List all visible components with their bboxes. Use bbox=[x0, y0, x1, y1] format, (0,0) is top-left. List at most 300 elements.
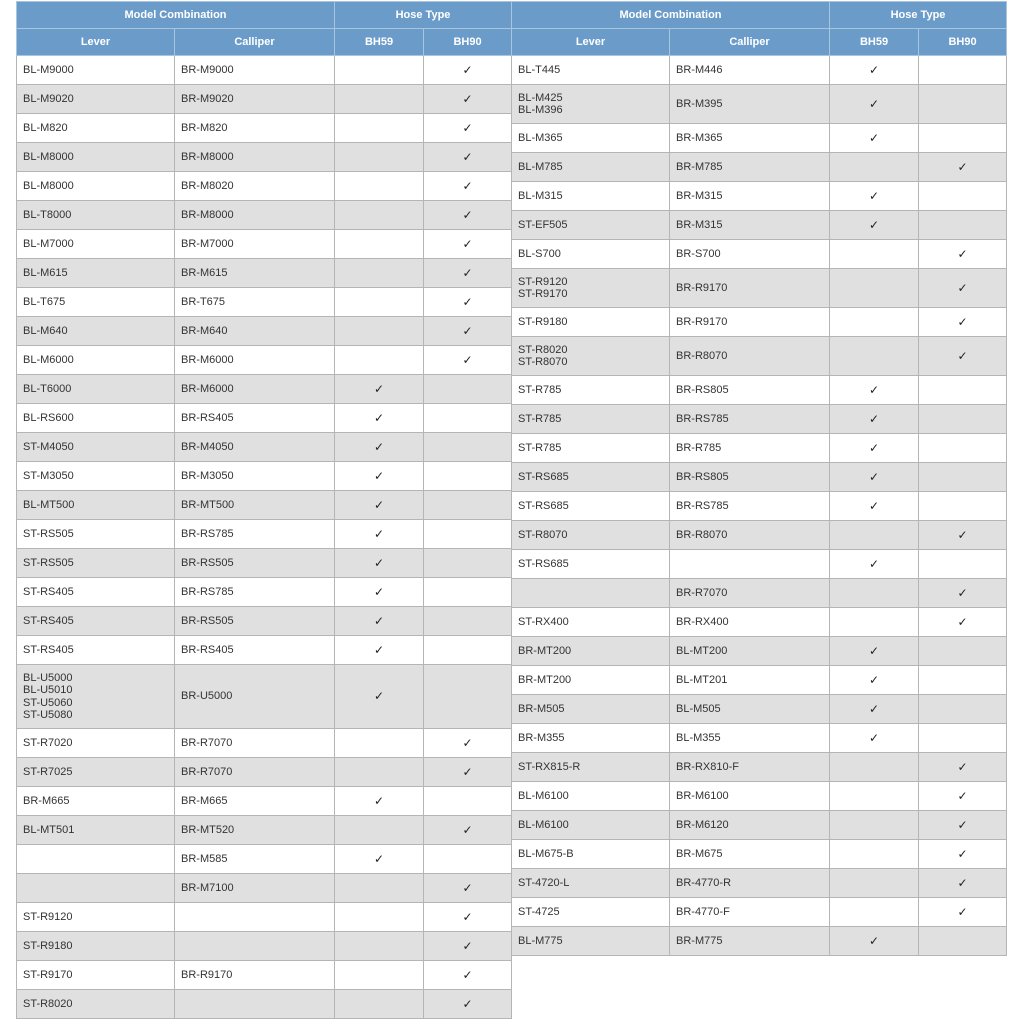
calliper-cell bbox=[175, 114, 335, 143]
table-body-right bbox=[512, 56, 1007, 956]
lever-cell bbox=[512, 927, 670, 956]
calliper-model-name: BR-R7070 bbox=[676, 586, 728, 599]
table-row bbox=[512, 782, 1007, 811]
calliper-cell bbox=[670, 927, 830, 956]
table-row bbox=[512, 898, 1007, 927]
bh59-cell bbox=[335, 903, 424, 932]
table-row bbox=[512, 637, 1007, 666]
lever-model-name: ST-R7020 bbox=[23, 736, 73, 749]
bh90-column-header: BH90 bbox=[919, 29, 1007, 56]
bh90-cell bbox=[919, 56, 1007, 85]
bh59-cell bbox=[335, 317, 424, 346]
lever-model-name: ST-R9170 bbox=[23, 968, 73, 981]
bh59-cell bbox=[830, 56, 919, 85]
lever-cell bbox=[17, 816, 175, 845]
lever-cell bbox=[17, 520, 175, 549]
bh90-cell bbox=[424, 433, 512, 462]
calliper-cell bbox=[175, 56, 335, 85]
lever-model-name: BL-M425 bbox=[518, 91, 563, 104]
lever-model-name: BL-M6100 bbox=[518, 818, 569, 831]
lever-model-name: BL-T445 bbox=[518, 63, 561, 76]
bh59-cell bbox=[335, 816, 424, 845]
table-row bbox=[512, 492, 1007, 521]
lever-cell bbox=[17, 665, 175, 729]
calliper-model-name: BR-RS505 bbox=[181, 556, 234, 569]
check-mark-icon: ✓ bbox=[868, 730, 880, 745]
lever-cell bbox=[17, 346, 175, 375]
bh59-cell bbox=[335, 520, 424, 549]
calliper-model-name: BR-RS785 bbox=[676, 499, 729, 512]
lever-model-name: ST-R9120 bbox=[518, 275, 568, 288]
bh90-cell bbox=[424, 787, 512, 816]
bh90-cell bbox=[424, 874, 512, 903]
calliper-model-name: BR-U5000 bbox=[181, 690, 233, 703]
lever-cell bbox=[17, 114, 175, 143]
table-row bbox=[512, 337, 1007, 376]
calliper-model-name: BR-M785 bbox=[676, 160, 723, 173]
check-mark-icon: ✓ bbox=[868, 556, 880, 571]
calliper-column-header: Calliper bbox=[175, 29, 335, 56]
check-mark-icon: ✓ bbox=[957, 875, 968, 890]
calliper-cell bbox=[175, 404, 335, 433]
bh59-cell bbox=[335, 114, 424, 143]
table-row bbox=[512, 608, 1007, 637]
calliper-cell bbox=[175, 874, 335, 903]
bh59-cell bbox=[830, 463, 919, 492]
bh59-cell bbox=[830, 927, 919, 956]
lever-cell bbox=[17, 607, 175, 636]
check-mark-icon: ✓ bbox=[462, 265, 473, 280]
table-row bbox=[512, 550, 1007, 579]
bh90-cell bbox=[424, 172, 512, 201]
calliper-cell bbox=[670, 211, 830, 240]
table-row bbox=[512, 182, 1007, 211]
bh90-cell bbox=[424, 201, 512, 230]
bh59-cell bbox=[830, 492, 919, 521]
calliper-cell bbox=[670, 269, 830, 308]
lever-model-name: ST-4720-L bbox=[518, 876, 570, 889]
calliper-model-name: BR-RX400 bbox=[676, 615, 729, 628]
table-row bbox=[512, 695, 1007, 724]
lever-cell bbox=[512, 579, 670, 608]
table-row bbox=[512, 811, 1007, 840]
bh90-cell bbox=[424, 903, 512, 932]
calliper-cell bbox=[670, 666, 830, 695]
bh90-cell bbox=[919, 308, 1007, 337]
bh90-cell bbox=[919, 405, 1007, 434]
bh59-cell bbox=[830, 521, 919, 550]
calliper-model-name: BR-R7070 bbox=[181, 765, 233, 778]
calliper-cell bbox=[175, 462, 335, 491]
calliper-model-name: BR-M315 bbox=[676, 189, 723, 202]
calliper-model-name: BL-MT201 bbox=[676, 673, 728, 686]
bh59-cell bbox=[830, 695, 919, 724]
calliper-model-name: BR-RS505 bbox=[181, 614, 234, 627]
lever-cell bbox=[17, 375, 175, 404]
bh90-cell bbox=[424, 607, 512, 636]
lever-model-name: ST-U5080 bbox=[23, 708, 73, 721]
bh59-cell bbox=[830, 753, 919, 782]
calliper-cell bbox=[175, 636, 335, 665]
lever-cell bbox=[17, 990, 175, 1019]
table-row bbox=[17, 874, 512, 903]
calliper-cell bbox=[175, 665, 335, 729]
bh90-cell bbox=[919, 376, 1007, 405]
calliper-model-name: BR-M820 bbox=[181, 121, 228, 134]
lever-cell bbox=[512, 337, 670, 376]
table-row bbox=[17, 114, 512, 143]
bh90-cell bbox=[919, 337, 1007, 376]
bh59-cell bbox=[830, 666, 919, 695]
lever-cell bbox=[512, 695, 670, 724]
check-mark-icon: ✓ bbox=[462, 880, 473, 895]
check-mark-icon: ✓ bbox=[868, 701, 880, 716]
calliper-model-name: BR-M615 bbox=[181, 266, 228, 279]
calliper-model-name: BR-RS785 bbox=[676, 412, 729, 425]
lever-model-name: BL-M396 bbox=[518, 104, 563, 116]
check-mark-icon: ✓ bbox=[868, 96, 880, 111]
lever-model-name: BL-M785 bbox=[518, 160, 563, 173]
lever-model-name: ST-R9180 bbox=[23, 939, 73, 952]
lever-cell bbox=[17, 932, 175, 961]
calliper-column-header: Calliper bbox=[670, 29, 830, 56]
bh59-cell bbox=[830, 308, 919, 337]
calliper-cell bbox=[670, 753, 830, 782]
calliper-model-name: BR-M6120 bbox=[676, 818, 729, 831]
calliper-model-name: BL-MT200 bbox=[676, 644, 728, 657]
lever-model-name: ST-RS405 bbox=[23, 643, 74, 656]
hose-type-header: Hose Type bbox=[830, 2, 1007, 29]
bh90-cell bbox=[919, 463, 1007, 492]
bh90-cell bbox=[424, 143, 512, 172]
calliper-model-name: BR-R7070 bbox=[181, 736, 233, 749]
lever-model-name: BL-M8000 bbox=[23, 150, 74, 163]
calliper-model-name: BR-R8070 bbox=[676, 528, 728, 541]
lever-model-name: BL-M640 bbox=[23, 324, 68, 337]
calliper-cell bbox=[670, 56, 830, 85]
calliper-model-name: BR-M675 bbox=[676, 847, 723, 860]
table-row bbox=[17, 607, 512, 636]
lever-model-name: ST-RX400 bbox=[518, 615, 569, 628]
lever-cell bbox=[512, 550, 670, 579]
lever-cell bbox=[512, 608, 670, 637]
lever-model-name: BL-U5010 bbox=[23, 684, 73, 697]
bh59-cell bbox=[335, 346, 424, 375]
lever-model-name: BL-U5000 bbox=[23, 671, 73, 684]
calliper-cell bbox=[175, 787, 335, 816]
bh90-cell bbox=[919, 753, 1007, 782]
lever-cell bbox=[17, 758, 175, 787]
lever-model-name: ST-RS685 bbox=[518, 499, 569, 512]
calliper-model-name: BR-RX810-F bbox=[676, 760, 739, 773]
bh59-cell bbox=[335, 201, 424, 230]
lever-model-name: ST-R8070 bbox=[518, 528, 568, 541]
calliper-cell bbox=[175, 932, 335, 961]
lever-cell bbox=[17, 259, 175, 288]
check-mark-icon: ✓ bbox=[462, 909, 473, 924]
check-mark-icon: ✓ bbox=[373, 410, 385, 425]
table-row bbox=[17, 288, 512, 317]
lever-model-name: ST-R8070 bbox=[518, 356, 568, 368]
bh90-cell bbox=[424, 56, 512, 85]
lever-model-name: BL-M365 bbox=[518, 131, 563, 144]
calliper-model-name: BR-M3050 bbox=[181, 469, 234, 482]
lever-cell bbox=[17, 230, 175, 259]
lever-cell bbox=[512, 56, 670, 85]
lever-model-name: ST-R9170 bbox=[518, 288, 568, 300]
lever-cell bbox=[512, 811, 670, 840]
bh59-cell bbox=[830, 211, 919, 240]
calliper-cell bbox=[175, 317, 335, 346]
calliper-model-name: BR-M365 bbox=[676, 131, 723, 144]
lever-model-name: ST-R8020 bbox=[23, 997, 73, 1010]
lever-cell bbox=[512, 492, 670, 521]
check-mark-icon: ✓ bbox=[373, 381, 385, 396]
lever-model-name: ST-RS405 bbox=[23, 585, 74, 598]
calliper-model-name: BR-M9000 bbox=[181, 63, 234, 76]
bh90-cell bbox=[424, 665, 512, 729]
lever-column-header: Lever bbox=[512, 29, 670, 56]
calliper-model-name: BR-S700 bbox=[676, 247, 721, 260]
bh59-cell bbox=[335, 143, 424, 172]
calliper-cell bbox=[175, 520, 335, 549]
calliper-model-name: BL-M355 bbox=[676, 731, 721, 744]
bh59-cell bbox=[830, 434, 919, 463]
lever-model-name: ST-R785 bbox=[518, 441, 562, 454]
bh59-cell bbox=[830, 85, 919, 124]
bh90-cell bbox=[919, 269, 1007, 308]
lever-cell bbox=[17, 578, 175, 607]
table-row bbox=[512, 124, 1007, 153]
calliper-model-name: BR-RS785 bbox=[181, 527, 234, 540]
check-mark-icon: ✓ bbox=[957, 246, 968, 261]
lever-model-name: BL-M6000 bbox=[23, 353, 74, 366]
calliper-model-name: BR-M9020 bbox=[181, 92, 234, 105]
calliper-model-name: BR-M446 bbox=[676, 63, 723, 76]
check-mark-icon: ✓ bbox=[462, 764, 473, 779]
check-mark-icon: ✓ bbox=[462, 178, 473, 193]
bh59-cell bbox=[830, 724, 919, 753]
lever-cell bbox=[512, 269, 670, 308]
table-row bbox=[512, 240, 1007, 269]
calliper-cell bbox=[670, 695, 830, 724]
bh90-cell bbox=[424, 404, 512, 433]
bh90-cell bbox=[424, 288, 512, 317]
calliper-cell bbox=[670, 240, 830, 269]
table-row bbox=[17, 990, 512, 1019]
check-mark-icon: ✓ bbox=[462, 967, 473, 982]
check-mark-icon: ✓ bbox=[957, 159, 968, 174]
bh59-cell bbox=[830, 269, 919, 308]
check-mark-icon: ✓ bbox=[462, 938, 473, 953]
check-mark-icon: ✓ bbox=[957, 846, 968, 861]
calliper-cell bbox=[670, 550, 830, 579]
calliper-cell bbox=[175, 578, 335, 607]
lever-model-name: BL-RS600 bbox=[23, 411, 74, 424]
calliper-cell bbox=[175, 230, 335, 259]
check-mark-icon: ✓ bbox=[868, 382, 880, 397]
calliper-cell bbox=[670, 463, 830, 492]
bh59-cell bbox=[830, 337, 919, 376]
bh90-column-header: BH90 bbox=[424, 29, 512, 56]
check-mark-icon: ✓ bbox=[957, 904, 968, 919]
lever-cell bbox=[512, 753, 670, 782]
bh59-cell bbox=[335, 462, 424, 491]
calliper-model-name: BR-M640 bbox=[181, 324, 228, 337]
table-row bbox=[17, 578, 512, 607]
calliper-cell bbox=[670, 608, 830, 637]
bh90-cell bbox=[424, 375, 512, 404]
lever-cell bbox=[512, 869, 670, 898]
check-mark-icon: ✓ bbox=[462, 352, 473, 367]
lever-model-name: BL-T8000 bbox=[23, 208, 72, 221]
bh90-cell bbox=[424, 932, 512, 961]
check-mark-icon: ✓ bbox=[462, 236, 473, 251]
lever-model-name: ST-R9180 bbox=[518, 315, 568, 328]
calliper-cell bbox=[175, 549, 335, 578]
table-row bbox=[512, 269, 1007, 308]
bh90-cell bbox=[919, 695, 1007, 724]
bh90-cell bbox=[919, 85, 1007, 124]
lever-model-name: ST-M3050 bbox=[23, 469, 74, 482]
table-row bbox=[17, 56, 512, 85]
bh59-cell bbox=[335, 758, 424, 787]
lever-cell bbox=[17, 56, 175, 85]
lever-cell bbox=[512, 240, 670, 269]
lever-model-name: BL-M775 bbox=[518, 934, 563, 947]
table-row bbox=[17, 903, 512, 932]
lever-cell bbox=[17, 636, 175, 665]
lever-cell bbox=[17, 462, 175, 491]
bh90-cell bbox=[424, 990, 512, 1019]
table-row bbox=[512, 85, 1007, 124]
calliper-cell bbox=[670, 337, 830, 376]
calliper-model-name: BR-R9170 bbox=[181, 968, 233, 981]
check-mark-icon: ✓ bbox=[373, 689, 385, 704]
calliper-model-name: BR-M315 bbox=[676, 218, 723, 231]
table-row bbox=[512, 927, 1007, 956]
bh59-cell bbox=[335, 259, 424, 288]
table-row bbox=[512, 579, 1007, 608]
table-row bbox=[512, 753, 1007, 782]
calliper-model-name: BR-RS805 bbox=[676, 383, 729, 396]
calliper-model-name: BR-R8070 bbox=[676, 349, 728, 362]
calliper-cell bbox=[670, 405, 830, 434]
bh90-cell bbox=[424, 729, 512, 758]
calliper-model-name: BR-M7000 bbox=[181, 237, 234, 250]
calliper-cell bbox=[175, 288, 335, 317]
calliper-cell bbox=[670, 308, 830, 337]
bh59-cell bbox=[830, 240, 919, 269]
table-row bbox=[512, 211, 1007, 240]
lever-cell bbox=[512, 308, 670, 337]
bh90-cell bbox=[919, 550, 1007, 579]
calliper-model-name: BR-RS805 bbox=[676, 470, 729, 483]
compatibility-table-right bbox=[511, 1, 1007, 956]
bh90-cell bbox=[919, 182, 1007, 211]
check-mark-icon: ✓ bbox=[868, 411, 880, 426]
lever-cell bbox=[17, 491, 175, 520]
bh59-cell bbox=[335, 404, 424, 433]
lever-cell bbox=[17, 787, 175, 816]
lever-cell bbox=[512, 405, 670, 434]
bh90-cell bbox=[424, 520, 512, 549]
calliper-cell bbox=[175, 259, 335, 288]
calliper-cell bbox=[670, 840, 830, 869]
lever-model-name: ST-RX815-R bbox=[518, 760, 581, 773]
calliper-model-name: BR-M665 bbox=[181, 794, 228, 807]
table-row bbox=[17, 259, 512, 288]
table-row bbox=[512, 434, 1007, 463]
calliper-model-name: BR-RS405 bbox=[181, 643, 234, 656]
bh59-cell bbox=[335, 549, 424, 578]
bh59-cell bbox=[335, 172, 424, 201]
check-mark-icon: ✓ bbox=[462, 120, 473, 135]
calliper-cell bbox=[175, 433, 335, 462]
bh59-cell bbox=[830, 840, 919, 869]
lever-model-name: BL-M7000 bbox=[23, 237, 74, 250]
calliper-cell bbox=[175, 375, 335, 404]
calliper-cell bbox=[670, 782, 830, 811]
table-row bbox=[17, 491, 512, 520]
lever-model-name: BL-S700 bbox=[518, 247, 561, 260]
lever-model-name: ST-RS405 bbox=[23, 614, 74, 627]
table-row bbox=[17, 201, 512, 230]
check-mark-icon: ✓ bbox=[373, 439, 385, 454]
bh90-cell bbox=[919, 492, 1007, 521]
model-combination-header: Model Combination bbox=[17, 2, 335, 29]
model-combination-header: Model Combination bbox=[512, 2, 830, 29]
bh90-cell bbox=[919, 124, 1007, 153]
check-mark-icon: ✓ bbox=[462, 996, 473, 1011]
table-row bbox=[17, 636, 512, 665]
bh90-cell bbox=[424, 230, 512, 259]
bh59-cell bbox=[335, 665, 424, 729]
bh90-cell bbox=[919, 153, 1007, 182]
bh90-cell bbox=[919, 637, 1007, 666]
bh90-cell bbox=[424, 549, 512, 578]
check-mark-icon: ✓ bbox=[373, 468, 385, 483]
calliper-cell bbox=[175, 758, 335, 787]
calliper-cell bbox=[175, 845, 335, 874]
lever-cell bbox=[512, 376, 670, 405]
bh59-column-header: BH59 bbox=[335, 29, 424, 56]
calliper-cell bbox=[670, 492, 830, 521]
table-row bbox=[512, 869, 1007, 898]
lever-model-name: BR-M355 bbox=[518, 731, 565, 744]
calliper-cell bbox=[175, 143, 335, 172]
bh59-cell bbox=[335, 230, 424, 259]
bh59-cell bbox=[830, 550, 919, 579]
table-row bbox=[17, 433, 512, 462]
bh59-cell bbox=[335, 375, 424, 404]
bh90-cell bbox=[424, 317, 512, 346]
calliper-cell bbox=[670, 521, 830, 550]
check-mark-icon: ✓ bbox=[957, 348, 968, 363]
table-row bbox=[512, 56, 1007, 85]
lever-cell bbox=[512, 898, 670, 927]
table-row bbox=[17, 317, 512, 346]
bh59-cell bbox=[335, 433, 424, 462]
check-mark-icon: ✓ bbox=[957, 527, 968, 542]
bh59-cell bbox=[335, 491, 424, 520]
check-mark-icon: ✓ bbox=[868, 643, 880, 658]
lever-cell bbox=[512, 782, 670, 811]
lever-cell bbox=[512, 840, 670, 869]
calliper-model-name: BR-R785 bbox=[676, 441, 722, 454]
calliper-cell bbox=[175, 990, 335, 1019]
calliper-cell bbox=[670, 434, 830, 463]
